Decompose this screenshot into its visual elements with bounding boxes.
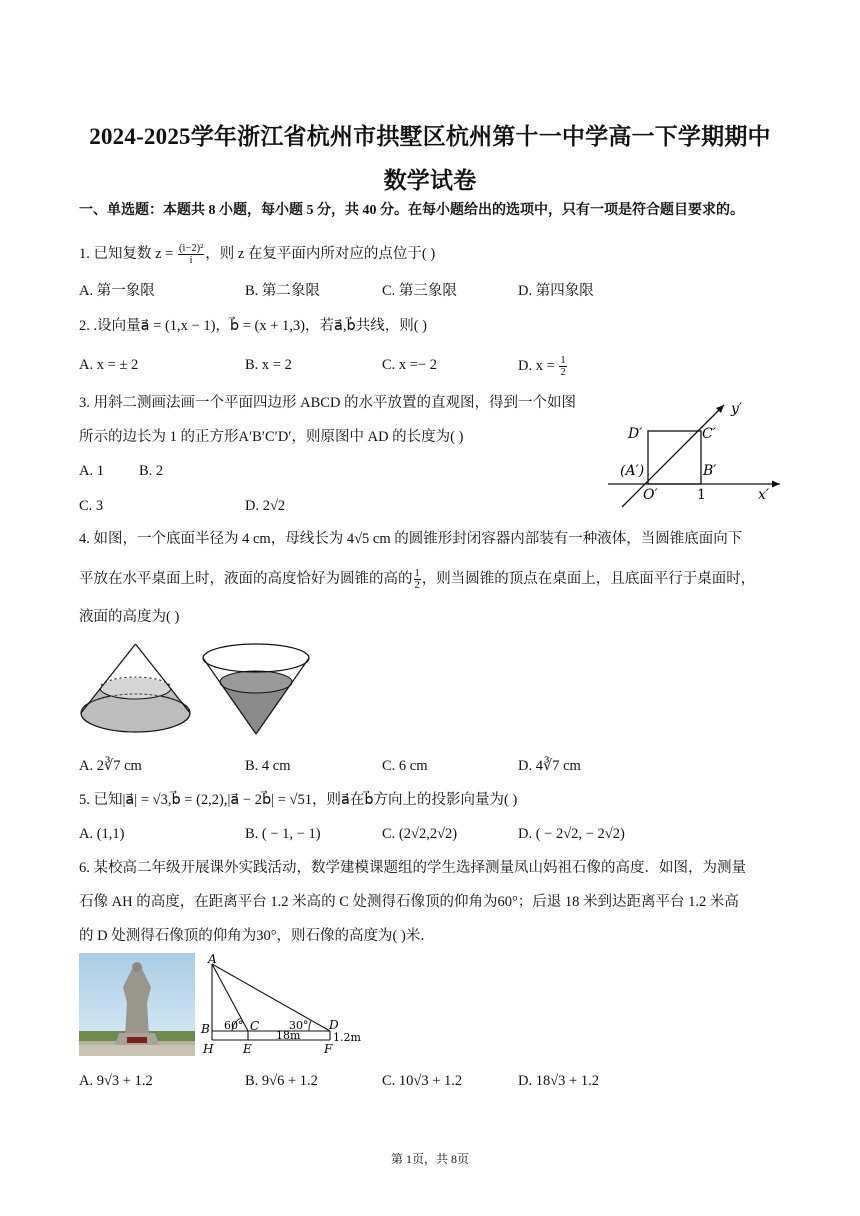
q4-fraction bbox=[414, 568, 421, 591]
cone-inverted-figure bbox=[200, 642, 312, 737]
q1-fraction bbox=[178, 243, 204, 266]
fig6-label-60: 60° bbox=[224, 1019, 244, 1032]
q5-option-b: B. ( − 1, − 1) bbox=[245, 826, 321, 842]
fig3-label-a: (A′) bbox=[620, 463, 645, 479]
q1-option-c: C. 第三象限 bbox=[382, 283, 457, 299]
q4-frac-num: 1 bbox=[414, 568, 420, 579]
fig6-label-30: 30° bbox=[289, 1019, 309, 1032]
question-4-stem-line2 bbox=[79, 568, 755, 591]
fig6-label-18m: 18m bbox=[276, 1029, 301, 1042]
q1-frac-den: i bbox=[189, 255, 193, 266]
fig3-label-one: 1 bbox=[697, 487, 706, 503]
question-6-stem-line2: 石像 AH 的高度，在距离平台 1.2 米高的 C 处测得石像顶的仰角为60°；后退 18 米到达距离平台 1.2 米高 bbox=[79, 894, 739, 910]
q4-line2-part1: 平放在水平桌面上时，液面的高度恰好为圆锥的高的 bbox=[79, 570, 413, 587]
q2-frac-den: 2 bbox=[560, 367, 566, 378]
section-heading: 一、单选题：本题共 8 小题，每小题 5 分，共 40 分。在每小题给出的选项中，只有一项是符合题目要求的。 bbox=[79, 203, 744, 218]
q2-option-d-text: D. x = bbox=[518, 357, 559, 374]
q1-stem-part1: 1. 已知复数 z = bbox=[79, 245, 177, 262]
q4-option-b: B. 4 cm bbox=[245, 758, 291, 774]
q2-option-d bbox=[518, 355, 568, 378]
fig6-label-b: B bbox=[201, 1022, 210, 1036]
statue-photo bbox=[79, 953, 195, 1056]
q3-option-c: C. 3 bbox=[79, 498, 104, 514]
q6-option-b: B. 9√6 + 1.2 bbox=[245, 1073, 318, 1089]
question-3-stem-line1: 3. 用斜二测画法画一个平面四边形 ABCD 的水平放置的直观图，得到一个如图 bbox=[79, 395, 577, 411]
question-4-stem-line3: 液面的高度为( ) bbox=[79, 609, 180, 625]
fig3-label-c: C′ bbox=[702, 426, 716, 442]
q4-option-c: C. 6 cm bbox=[382, 758, 428, 774]
q1-option-d: D. 第四象限 bbox=[518, 283, 594, 299]
fig3-label-y: y′ bbox=[731, 401, 743, 417]
q6-option-d: D. 18√3 + 1.2 bbox=[518, 1073, 599, 1089]
question-6-stem-line3: 的 D 处测得石像顶的仰角为30°，则石像的高度为( )米． bbox=[79, 928, 435, 944]
q5-option-a: A. (1,1) bbox=[79, 826, 125, 842]
q2-option-b: B. x = 2 bbox=[245, 357, 292, 373]
fig6-label-f: F bbox=[324, 1042, 333, 1056]
q1-stem-part2: ，则 z 在复平面内所对应的点位于( ) bbox=[205, 245, 436, 262]
question-3-stem-line2: 所示的边长为 1 的正方形A′B′C′D′，则原图中 AD 的长度为( ) bbox=[79, 429, 464, 445]
question-5-stem: 5. 已知|a⃗| = √3,b⃗ = (2,2),|a⃗ − 2b⃗| = √51，则a⃗在b⃗方向上的投影向量为( ) bbox=[79, 792, 518, 808]
fig3-label-o: O′ bbox=[643, 487, 658, 503]
fig3-label-b: B′ bbox=[703, 463, 717, 479]
q5-option-d: D. ( − 2√2, − 2√2) bbox=[518, 826, 625, 842]
q1-option-b: B. 第二象限 bbox=[245, 283, 320, 299]
cone-upright-figure bbox=[78, 642, 193, 737]
question-4-stem-line1: 4. 如图，一个底面半径为 4 cm，母线长为 4√5 cm 的圆锥形封闭容器内部装有一种液体，当圆锥底面向下 bbox=[79, 531, 743, 547]
fig6-label-d: D bbox=[329, 1018, 339, 1032]
q6-option-a: A. 9√3 + 1.2 bbox=[79, 1073, 153, 1089]
q2-option-c: C. x =− 2 bbox=[382, 357, 438, 373]
exam-title-line1: 2024-2025学年浙江省杭州市拱墅区杭州第十一中学高一下学期期中 bbox=[89, 124, 771, 149]
q4-option-d: D. 4∛7 cm bbox=[518, 758, 581, 774]
q2-frac-num: 1 bbox=[560, 355, 566, 366]
q1-frac-num: (i−2)² bbox=[179, 243, 204, 254]
oblique-projection-figure bbox=[600, 395, 790, 510]
fig6-label-e: E bbox=[243, 1042, 252, 1056]
q3-option-b: B. 2 bbox=[139, 463, 164, 479]
q2-option-a: A. x = ± 2 bbox=[79, 357, 139, 373]
q4-frac-den: 2 bbox=[414, 580, 420, 591]
page-footer: 第 1页，共 8页 bbox=[390, 1152, 469, 1166]
fig6-label-c: C bbox=[250, 1019, 260, 1033]
fig3-label-d: D′ bbox=[628, 426, 643, 442]
elevation-angle-figure bbox=[199, 952, 369, 1058]
q5-option-c: C. (2√2,2√2) bbox=[382, 826, 458, 842]
question-6-stem-line1: 6. 某校高二年级开展课外实践活动，数学建模课题组的学生选择测量凤山妈祖石像的高度．如图，为测量 bbox=[79, 860, 746, 876]
question-1-stem bbox=[79, 243, 435, 266]
q6-option-c: C. 10√3 + 1.2 bbox=[382, 1073, 463, 1089]
fig6-label-1-2m: 1.2m bbox=[333, 1031, 361, 1044]
exam-title-line2: 数学试卷 bbox=[383, 168, 477, 193]
q3-option-d: D. 2√2 bbox=[245, 498, 286, 514]
fig6-label-a: A bbox=[208, 952, 217, 966]
q3-option-a: A. 1 bbox=[79, 463, 104, 479]
q2-option-d-fraction bbox=[559, 355, 566, 378]
fig3-label-x: x′ bbox=[758, 487, 770, 503]
q1-option-a: A. 第一象限 bbox=[79, 283, 155, 299]
q4-option-a: A. 2∛7 cm bbox=[79, 758, 142, 774]
fig6-label-h: H bbox=[203, 1042, 214, 1056]
question-2-stem: 2. .设向量a⃗ = (1,x − 1)，b⃗ = (x + 1,3)，若a⃗,b⃗共线，则( ) bbox=[79, 318, 427, 334]
q4-line2-part2: ，则当圆锥的顶点在桌面上，且底面平行于桌面时， bbox=[421, 570, 756, 587]
